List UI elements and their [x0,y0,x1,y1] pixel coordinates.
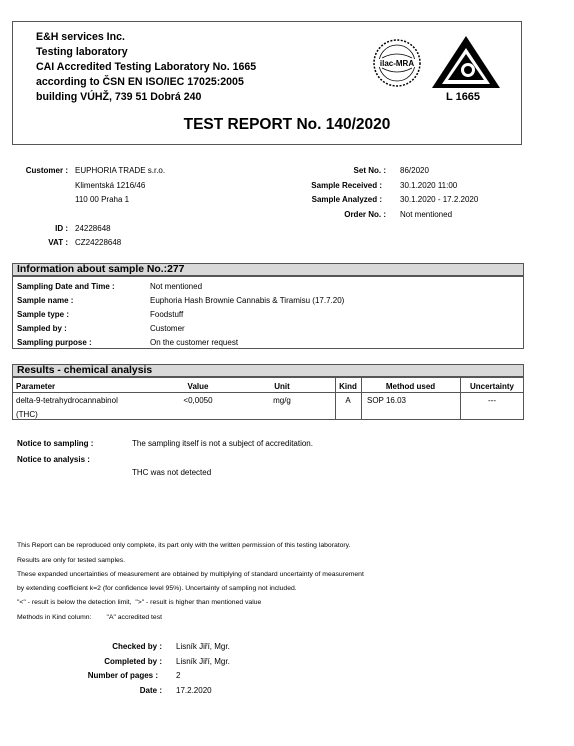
lab-name: E&H services Inc. [36,31,125,43]
report-title: TEST REPORT No. 140/2020 [183,116,391,133]
id-label: ID : [55,224,68,233]
footnote-uncertainty-2: by extending coefficient k=2 (for confidence level 95%). Uncertainty of sampling not included. [17,585,297,592]
result-parameter-abbr: (THC) [16,410,38,419]
lab-address: building VÚHŽ, 739 51 Dobrá 240 [36,91,202,103]
lab-accreditation: CAI Accredited Testing Laboratory No. 1665 [36,61,257,73]
analyzed-label: Sample Analyzed : [311,195,382,204]
seal-text: ilac-MRA [379,59,415,68]
sampling-purpose-label: Sampling purpose : [17,338,92,347]
sampled-by-value: Customer [150,324,185,333]
footnote-reproduction: This Report can be reproduced only complete, its part only with the written permission of this testing laboratory. [17,542,351,549]
sample-type-label: Sample type : [17,310,70,319]
checked-by-label: Checked by : [112,642,162,651]
notice-sampling-text: The sampling itself is not a subject of accreditation. [132,439,313,448]
received-date: 30.1.2020 11:00 [400,181,458,190]
footnote-limits: "<" - result is below the detection limit, ">" - result is higher than mentioned value [17,599,262,606]
date-label: Date : [139,686,162,695]
sample-name-label: Sample name : [17,296,74,305]
sampled-by-label: Sampled by : [17,324,67,333]
sample-name-value: Euphoria Hash Brownie Cannabis & Tiramisu (17.7.20) [150,296,345,305]
notice-analysis-text: THC was not detected [132,468,212,477]
customer-label: Customer : [25,166,68,175]
result-value: <0,0050 [183,396,213,405]
results-heading: Results - chemical analysis [12,364,524,377]
sampling-date-value: Not mentioned [150,282,203,291]
results-header-divider [12,392,524,393]
col-header-uncertainty: Uncertainty [469,382,514,391]
set-no: 86/2020 [400,166,429,175]
completed-by-value: Lisník Jiří, Mgr. [176,657,230,666]
ilac-mra-seal-icon [372,38,422,88]
customer-city: 110 00 Praha 1 [75,195,130,204]
col-header-method: Method used [385,382,436,391]
footnote-uncertainty-1: These expanded uncertainties of measurement are obtained by multiplying of standard uncertainty of measurement [17,571,364,578]
order-label: Order No. : [344,210,386,219]
notice-sampling-label: Notice to sampling : [17,439,94,448]
notice-analysis-label: Notice to analysis : [17,455,90,464]
checked-by-value: Lisník Jiří, Mgr. [176,642,230,651]
analyzed-date: 30.1.2020 - 17.2.2020 [400,195,479,204]
col-header-parameter: Parameter [16,382,56,391]
customer-vat: CZ24228648 [75,238,122,247]
lab-code: L 1665 [446,91,481,103]
sample-type-value: Foodstuff [150,310,184,319]
col-header-kind: Kind [339,382,357,391]
col-header-value: Value [187,382,209,391]
received-label: Sample Received : [311,181,382,190]
sample-info-heading: Information about sample No.:277 [12,263,524,276]
col-header-unit: Unit [274,382,290,391]
result-uncertainty: --- [488,396,496,405]
result-kind: A [345,396,351,405]
customer-id: 24228648 [75,224,111,233]
result-unit: mg/g [273,396,291,405]
result-method: SOP 16.03 [367,396,406,405]
customer-street: Klimentská 1216/46 [75,181,146,190]
lab-standard: according to ČSN EN ISO/IEC 17025:2005 [36,76,244,88]
sampling-date-label: Sampling Date and Time : [17,282,115,291]
pages-value: 2 [176,671,181,680]
result-parameter: delta-9-tetrahydrocannabinol [16,396,118,405]
footnote-results: Results are only for tested samples. [17,557,126,564]
accreditation-triangle-logo-icon [430,34,502,98]
set-no-label: Set No. : [353,166,386,175]
vat-label: VAT : [48,238,68,247]
pages-label: Number of pages : [87,671,158,680]
sampling-purpose-value: On the customer request [150,338,239,347]
lab-type: Testing laboratory [36,46,128,58]
order-no: Not mentioned [400,210,453,219]
footnote-methods: Methods in Kind column: "A" accredited test [17,614,162,621]
completed-by-label: Completed by : [104,657,162,666]
date-value: 17.2.2020 [176,686,212,695]
customer-name: EUPHORIA TRADE s.r.o. [75,166,166,175]
